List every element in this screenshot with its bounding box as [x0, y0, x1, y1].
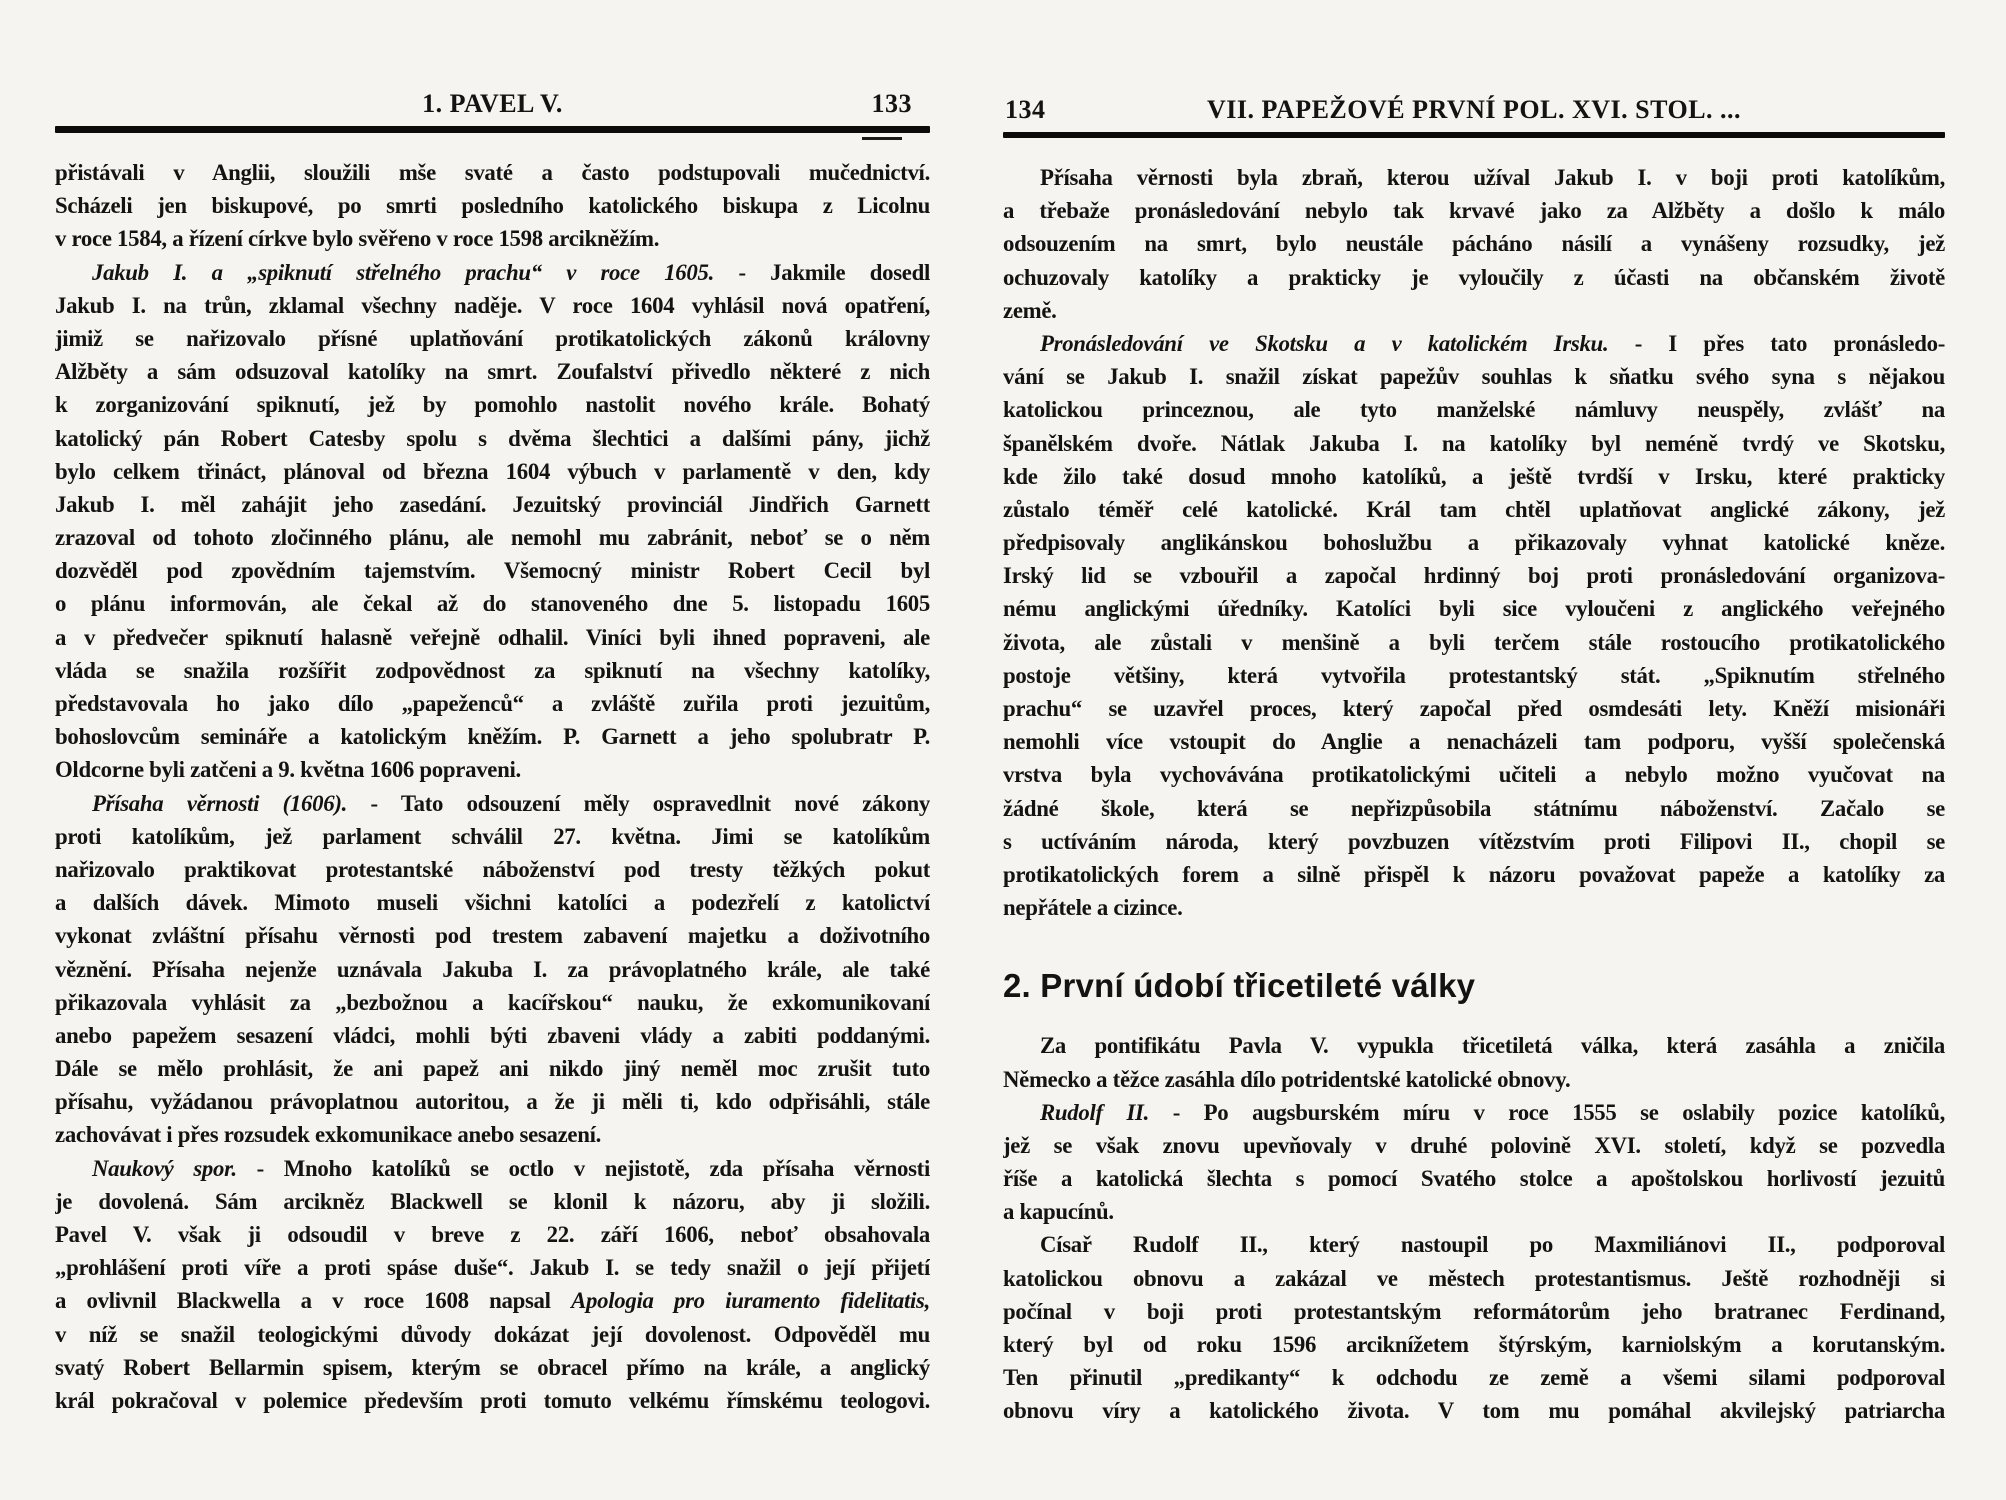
- paragraph: [1003, 1029, 1945, 1095]
- text-line: vykonat zvláštní přísahu věrnosti pod trestem zabavení majetku a doživotního: [55, 923, 930, 949]
- left-running-title: 1. PAVEL V.: [422, 89, 563, 118]
- paragraph: [55, 256, 930, 787]
- text-line: zůstalo téměř celé katolické. Král tam chtěl uplatňovat anglické zákony, jež: [1003, 496, 1945, 522]
- text-line: říše a katolická šlechta s pomocí Svatého stolce a apoštolskou horlivostí jezuitů: [1003, 1166, 1945, 1192]
- text-line: postoje většiny, která vytvořila protestantský stát. „Spiknutím střelného: [1003, 662, 1945, 688]
- paragraph: [55, 156, 930, 256]
- text-line: nému anglickými úředníky. Katolíci byli sice vyloučeni z anglického veřejného: [1003, 596, 1945, 622]
- paragraph: [55, 787, 930, 1152]
- text-line: a v předvečer spiknutí halasně veřejně odhalil. Viníci byli ihned popraveni, ale: [55, 624, 930, 650]
- paragraph: [1003, 1228, 1945, 1427]
- text-line: bohoslovcům semináře a katolickým kněžím. P. Garnett a jeho spolubratr P.: [55, 724, 930, 750]
- text-line: katolickou princeznou, ale tyto manželské námluvy neuspěly, zvlášť na: [1003, 397, 1945, 423]
- text-line: vání se Jakub I. snažil získat papežův souhlas k sňatku svého syna s nějakou: [1003, 364, 1945, 390]
- text-line: nařizovalo praktikovat protestantské náboženství pod tresty těžkých pokut: [55, 856, 930, 882]
- text-line: španělském dvoře. Nátlak Jakuba I. na katolíky byl neméně tvrdý ve Skotsku,: [1003, 430, 1945, 456]
- text-line: v roce 1584, a řízení církve bylo svěřeno v roce 1598 arcikněžím.: [55, 226, 660, 252]
- text-line: protikatolických forem a silně přispěl k názoru považovat papeže a katolíky za: [1003, 861, 1945, 887]
- text-line: bylo celkem třináct, plánoval od března 1604 výbuch v parlamentě v den, kdy: [55, 458, 930, 484]
- left-page-body: [55, 156, 930, 1417]
- text-line: o plánu informován, ale čekal až do stanoveného dne 5. listopadu 1605: [55, 591, 930, 617]
- left-page-number: 133: [871, 89, 912, 118]
- text-line: Rudolf II. - Po augsburském míru v roce 1555 se oslabily pozice katolíků,: [1040, 1099, 1945, 1125]
- right-page-header: [1003, 90, 1945, 130]
- text-line: Ten přinutil „predikanty“ k odchodu ze země a všemi silami podporoval: [1003, 1365, 1945, 1391]
- text-line: jimiž se nařizovalo přísné uplatňování protikatolických zákonů královny: [55, 325, 930, 351]
- text-line: král pokračoval v polemice především proti tomuto velkému římskému teologovi.: [55, 1387, 930, 1413]
- text-line: k zorganizování spiknutí, jež by pomohlo nastolit nového krále. Bohatý: [55, 392, 930, 418]
- text-line: s uctíváním národa, který povzbuzen vítězstvím proti Filipovi II., chopil se: [1003, 828, 1945, 854]
- text-line: přistávali v Anglii, sloužili mše svaté a často podstupovali mučednictví.: [55, 160, 930, 185]
- paragraph: [1003, 1096, 1945, 1229]
- text-line: a dalších dávek. Mimoto museli všichni katolíci a podezřelí z katolictví: [55, 890, 930, 916]
- text-line: který byl od roku 1596 arciknížetem štýrským, karniolským a korutanským.: [1003, 1332, 1945, 1357]
- right-page-body-bottom: [1003, 1029, 1945, 1427]
- text-line: jež se však znovu upevňovaly v druhé polovině XVI. století, když se pozvedla: [1003, 1132, 1945, 1158]
- text-line: Přísaha věrnosti byla zbraň, kterou užíval Jakub I. v boji proti katolíkům,: [1040, 165, 1945, 190]
- text-line: přísahu, vyžádanou právoplatnou autoritou, a že ji měli ti, kdo odpřisáhli, stále: [55, 1089, 930, 1115]
- text-line: Přísaha věrnosti (1606). - Tato odsouzení měly ospravedlnit nové zákony: [92, 790, 930, 816]
- text-line: vláda se snažila rozšířit zodpovědnost za spiknutí na všechny katolíky,: [55, 657, 930, 683]
- left-page: [55, 84, 930, 1417]
- text-line: obnovu víry a katolického života. V tom mu pomáhal akvilejský patriarcha: [1003, 1398, 1945, 1424]
- text-line: přikazovala vyhlásit za „bezbožnou a kacířskou“ nauku, že exkomunikovaní: [55, 989, 930, 1015]
- text-line: v níž se snažil teologickými důvody dokázat její dovolenost. Odpověděl mu: [55, 1321, 930, 1347]
- text-line: Za pontifikátu Pavla V. vypukla třicetiletá válka, která zasáhla a zničila: [1040, 1033, 1945, 1059]
- text-line: proti katolíkům, jež parlament schválil 27. května. Jimi se katolíkům: [55, 823, 930, 849]
- text-line: počínal v boji proti protestantským reformátorům jeho bratranec Ferdinand,: [1003, 1298, 1945, 1324]
- text-line: zachovávat i přes rozsudek exkomunikace anebo sesazení.: [55, 1122, 602, 1148]
- text-line: prachu“ se uzavřel proces, který započal před osmdesáti lety. Kněží misionáři: [1003, 696, 1945, 721]
- right-header-rule: [1003, 132, 1945, 138]
- text-line: života, ale zůstali v menšině a byli terčem stále rostoucího protikatolického: [1003, 629, 1945, 655]
- text-line: Scházeli jen biskupové, po smrti posledního katolického biskupa z Licolnu: [55, 193, 930, 219]
- text-line: a třebaže pronásledování nebylo tak krvavé jako za Alžběty a došlo k málo: [1003, 198, 1945, 224]
- text-line: Pavel V. však ji odsoudil v breve z 22. září 1606, neboť obsahovala: [55, 1222, 930, 1247]
- text-line: katolický pán Robert Catesby spolu s dvěma šlechtici a dalšími pány, jichž: [55, 425, 930, 451]
- text-line: kde žilo také dosud mnoho katolíků, a ještě tvrdší v Irsku, které prakticky: [1003, 463, 1945, 489]
- text-line: nepřátele a cizince.: [1003, 895, 1183, 921]
- text-line: Alžběty a sám odsuzoval katolíky na smrt. Zoufalství přivedlo některé z nich: [55, 359, 930, 385]
- text-line: věznění. Přísaha nejenže uznávala Jakuba I. za právoplatného krále, ale také: [55, 956, 930, 982]
- text-line: a ovlivnil Blackwella a v roce 1608 napsal Apologia pro iuramento fidelitatis,: [55, 1288, 930, 1314]
- text-line: země.: [1003, 297, 1057, 323]
- text-line: odsouzením na smrt, bylo neustále pácháno násilí a vynášeny rozsudky, jež: [1003, 231, 1945, 257]
- text-line: Jakub I. měl zahájit jeho zasedání. Jezuitský provinciál Jindřich Garnett: [55, 491, 930, 517]
- right-page-body-top: [1003, 161, 1945, 924]
- text-line: Irský lid se vzbouřil a započal hrdinný boj proti pronásledování organizova-: [1003, 563, 1945, 589]
- text-line: katolickou obnovu a zakázal ve městech protestantismus. Ještě rozhodněji si: [1003, 1265, 1945, 1291]
- text-line: „prohlášení proti víře a proti spáse duše“. Jakub I. se tedy snažil o její přijetí: [55, 1255, 930, 1281]
- text-line: Naukový spor. - Mnoho katolíků se octlo v nejistotě, zda přísaha věrnosti: [92, 1155, 930, 1181]
- text-line: a kapucínů.: [1003, 1199, 1114, 1225]
- text-line: ochuzovaly katolíky a prakticky je vyloučily z účasti na občanském životě: [1003, 264, 1945, 290]
- text-line: zrazoval od tohoto zločinného plánu, ale nemohl mu zabránit, neboť se o něm: [55, 525, 930, 551]
- text-line: Císař Rudolf II., který nastoupil po Maxmiliánovi II., podporoval: [1040, 1232, 1945, 1258]
- left-header-rule: [55, 126, 930, 133]
- paragraph: [55, 1152, 930, 1418]
- left-page-header: [55, 84, 930, 124]
- text-line: představovala ho jako dílo „papeženců“ a zvláště zuřila proti jezuitům,: [55, 691, 930, 716]
- text-line: Jakub I. na trůn, zklamal všechny naděje. V roce 1604 vyhlásil nová opatření,: [55, 292, 930, 318]
- text-line: vrstva byla vychovávána protikatolickými učiteli a nebylo možno vyučovat na: [1003, 762, 1945, 788]
- right-page-number: 134: [1005, 95, 1046, 124]
- text-line: svatý Robert Bellarmin spisem, kterým se obracel přímo na krále, a anglický: [55, 1354, 930, 1380]
- paragraph: [1003, 161, 1945, 327]
- text-line: anebo papežem sesazení vládci, mohli býti zbaveni vlády a zabiti poddanými.: [55, 1022, 930, 1048]
- right-page: [1003, 90, 1945, 1428]
- text-line: Dále se mělo prohlásit, že ani papež ani nikdo jiný neměl moc zrušit tuto: [55, 1056, 930, 1082]
- text-line: Jakub I. a „spiknutí střelného prachu“ v roce 1605. - Jakmile dosedl: [92, 259, 930, 285]
- text-line: nemohli více vstoupit do Anglie a nenacházeli tam podporu, vyšší společenská: [1003, 729, 1945, 755]
- text-line: Pronásledování ve Skotsku a v katolickém Irsku. - I přes tato pronásledo-: [1040, 330, 1945, 356]
- section-heading: 2. První údobí třicetileté války: [1003, 967, 1476, 1005]
- left-header-rule-tick: [862, 137, 902, 140]
- paragraph: [1003, 327, 1945, 924]
- text-line: Oldcorne byli zatčeni a 9. května 1606 popraveni.: [55, 757, 521, 783]
- right-running-title: VII. PAPEŽOVÉ PRVNÍ POL. XVI. STOL. ...: [1206, 95, 1742, 124]
- text-line: je dovolená. Sám arcikněz Blackwell se klonil k názoru, aby ji složili.: [55, 1188, 930, 1214]
- text-line: žádné škole, která se nepřizpůsobila státnímu náboženství. Začalo se: [1003, 795, 1945, 821]
- text-line: Německo a těžce zasáhla dílo potridentské katolické obnovy.: [1003, 1066, 1571, 1092]
- text-line: dozvěděl pod zpovědním tajemstvím. Všemocný ministr Robert Cecil byl: [55, 558, 930, 584]
- text-line: předpisovaly anglikánskou bohoslužbu a přikazovaly vyhnat katolické kněze.: [1003, 530, 1945, 556]
